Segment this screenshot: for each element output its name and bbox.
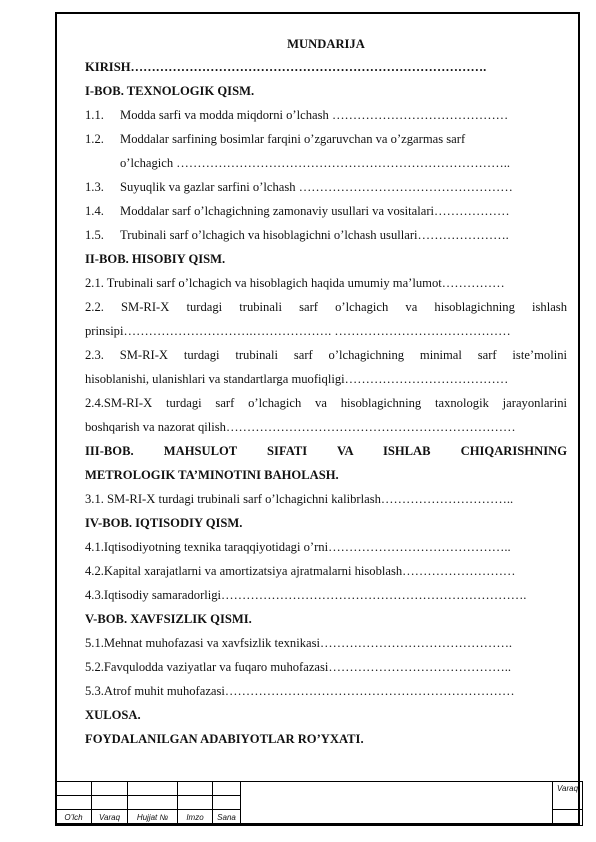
section-text: Moddalar sarf o’lchagichning zamonaviy usullari va vositalari……………… [120, 204, 510, 218]
section-text: Trubinali sarf o’lchagich va hisoblagichni o’lchash usullari…………………. [120, 228, 509, 242]
toc-chapter-5: V-BOB. XAVFSIZLIK QISMI. [85, 612, 252, 626]
toc-bibliography: FOYDALANILGAN ADABIYOTLAR RO’YXATI. [85, 732, 364, 746]
section-text: Modda sarfi va modda miqdorni o’lchash …………………………………… [120, 108, 509, 122]
section-number: 1.3. [85, 180, 104, 194]
toc-section-2-2: 2.2. SM-RI-X turdagi trubinali sarf o’lchagich va hisoblagichning ishlash [85, 300, 567, 314]
stamp-col-sana: Sana [213, 810, 241, 826]
section-text: Moddalar sarfining bosimlar farqini o’zgaruvchan va o’zgarmas sarf [120, 132, 466, 146]
stamp-col-varaq: Varaq [92, 810, 128, 826]
toc-section-4-1: 4.1.Iqtisodiyotning texnika taraqqiyotidagi o’rni…………………………………….. [85, 540, 511, 554]
toc-section-2-4: 2.4.SM-RI-X turdagi sarf o’lchagich va hisoblagichning taxnologik jarayonlarini [85, 396, 567, 410]
toc-conclusion: XULOSA. [85, 708, 141, 722]
stamp-cell [213, 782, 241, 796]
section-number: 1.4. [85, 204, 104, 218]
stamp-cell [128, 796, 178, 810]
stamp-cell [56, 796, 92, 810]
toc-section-2-2-continuation: prinsipi………………………….………………. …………………………………… [85, 324, 511, 338]
toc-section-1-1 [85, 103, 567, 127]
stamp-cell [56, 782, 92, 796]
stamp-sheet-value [553, 810, 583, 826]
toc-section-1-3 [85, 175, 567, 199]
stamp-col-hujjat: Hujjat № [128, 810, 178, 826]
toc-chapter-3: III-BOB. MAHSULOT SIFATI VA ISHLAB CHIQARISHNING [85, 444, 567, 458]
stamp-col-olch: O’lch [56, 810, 92, 826]
toc-section-2-4-continuation: boshqarish va nazorat qilish…………………………………………………………… [85, 420, 516, 434]
stamp-cell [213, 796, 241, 810]
toc-chapter-4: IV-BOB. IQTISODIY QISM. [85, 516, 243, 530]
section-text: Suyuqlik va gazlar sarfini o’lchash …………………………………………… [120, 180, 513, 194]
toc-section-4-3: 4.3.Iqtisodiy samaradorligi………………………………………………………………. [85, 588, 527, 602]
toc-kirish: KIRISH…………………………………………………………………………. [85, 60, 487, 74]
page-title: MUNDARIJA [287, 37, 365, 51]
stamp-main-field [241, 782, 553, 826]
toc-section-1-4 [85, 199, 567, 223]
section-number: 1.1. [85, 108, 104, 122]
table-of-contents [85, 34, 567, 751]
stamp-cell [178, 782, 213, 796]
toc-chapter-1: I-BOB. TEXNOLOGIK QISM. [85, 84, 255, 98]
section-number: 1.5. [85, 228, 104, 242]
toc-section-1-5 [85, 223, 567, 247]
toc-section-2-3-continuation: hisoblanishi, ulanishlari va standartlarga muofiqligi………………………………… [85, 372, 509, 386]
toc-section-2-3: 2.3. SM-RI-X turdagi trubinali sarf o’lchagichning minimal sarf iste’molini [85, 348, 567, 362]
toc-section-3-1: 3.1. SM-RI-X turdagi trubinali sarf o’lchagichni kalibrlash………………………….. [85, 492, 514, 506]
toc-section-5-3: 5.3.Atrof muhit muhofazasi…………………………………………………………… [85, 684, 515, 698]
toc-section-1-2 [85, 127, 567, 151]
stamp-sheet-label: Varaq [553, 782, 583, 810]
toc-chapter-3-continuation: METROLOGIK TA’MINOTINI BAHOLASH. [85, 468, 339, 482]
stamp-cell [128, 782, 178, 796]
toc-section-5-2: 5.2.Favqulodda vaziyatlar va fuqaro muhofazasi…………………………………….. [85, 660, 512, 674]
section-number: 1.2. [85, 132, 104, 146]
toc-chapter-2: II-BOB. HISOBIY QISM. [85, 252, 226, 266]
stamp-cell [92, 796, 128, 810]
stamp-cell [92, 782, 128, 796]
toc-section-4-2: 4.2.Kapital xarajatlarni va amortizatsiya ajratmalarni hisoblash……………………… [85, 564, 516, 578]
toc-section-1-2-continuation: o’lchagich …………………………………………………………………….. [120, 156, 511, 170]
title-block-stamp [55, 781, 583, 826]
stamp-col-imzo: Imzo [178, 810, 213, 826]
stamp-cell [178, 796, 213, 810]
toc-section-5-1: 5.1.Mehnat muhofazasi va xavfsizlik texnikasi………………………………………. [85, 636, 513, 650]
toc-section-2-1: 2.1. Trubinali sarf o’lchagich va hisoblagich haqida umumiy ma’lumot…………… [85, 276, 505, 290]
